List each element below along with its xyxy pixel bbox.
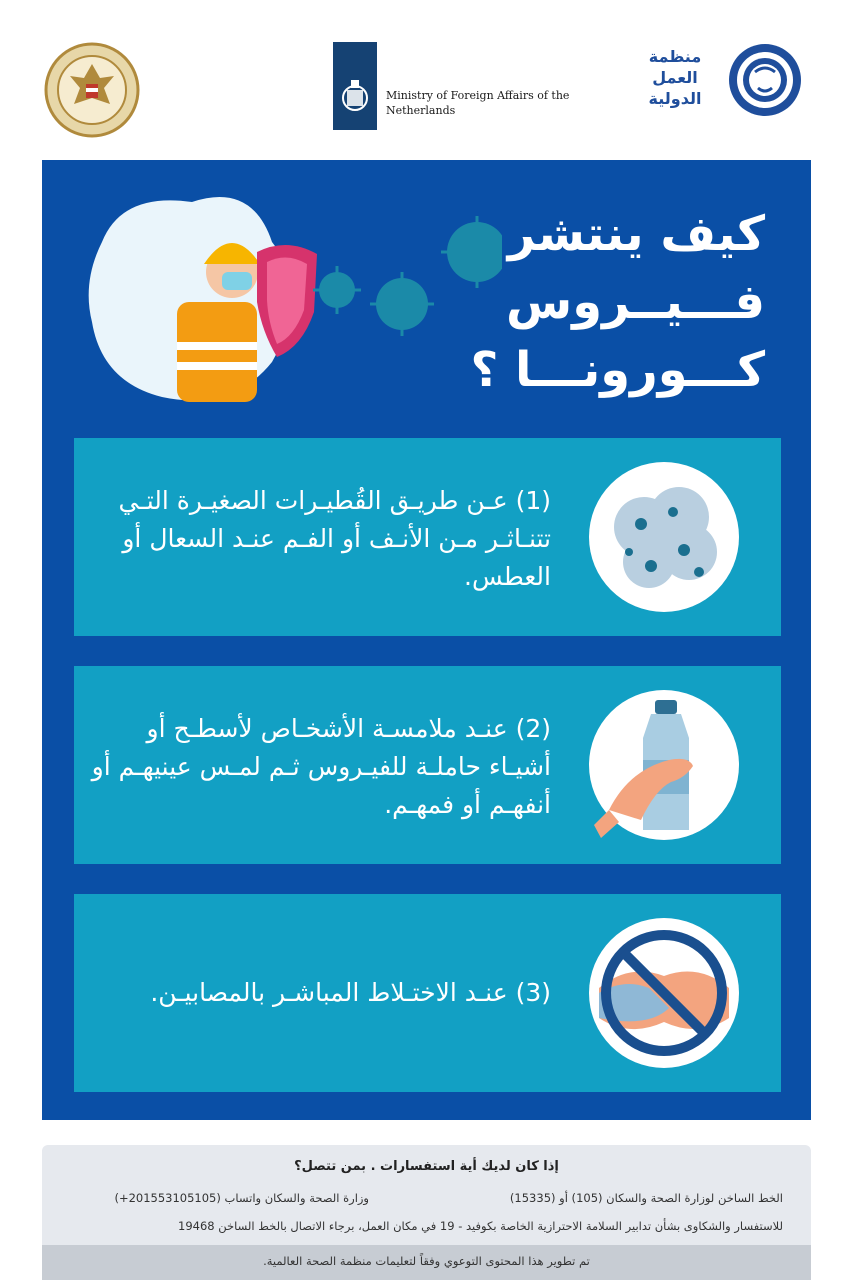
netherlands-ministry-text: Ministry of Foreign Affairs of the Netherlands <box>386 89 570 117</box>
title-line-1: كيف ينتشر <box>507 206 765 262</box>
ministry-of-manpower-seal <box>44 42 140 138</box>
netherlands-ministry-logo <box>333 42 573 132</box>
card-2-text: (2) عنـد ملامسـة الأشخـاص لأسطـح أو أشيـاء حاملـة للفيـروس ثـم لمـس عينيهـم أو أنفهـم أو فمهـم. <box>91 714 551 819</box>
netherlands-emblem-icon <box>333 42 377 130</box>
page-title <box>435 200 765 404</box>
contact-footer <box>42 1145 811 1245</box>
no-handshake-icon <box>589 918 739 1068</box>
moh-whatsapp-text: وزارة الصحة والسكان واتساب (201553105105+) <box>114 1191 369 1205</box>
title-line-3: كـــورونـــا ؟ <box>470 342 765 398</box>
droplets-virus-icon <box>589 462 739 612</box>
card-3-text: (3) عنـد الاختـلاط المباشـر بالمصابيـن. <box>150 978 551 1007</box>
hand-bottle-icon <box>589 690 739 840</box>
title-line-2: فـــيــروس <box>506 274 765 330</box>
ilo-gear-icon <box>720 40 810 120</box>
safety-vest-icon <box>177 302 257 402</box>
complaints-hotline-text: للاستفسار والشكاوى بشأن تدابير السلامة الاحترازية الخاصة بكوفيد - 19 في مكان العمل، برجاء الاتصال بالخط الساخن 19468 <box>178 1219 783 1233</box>
footer-note-bar <box>42 1245 811 1280</box>
main-panel <box>42 160 811 1120</box>
ilo-logo-text: منظمة العمل الدولية <box>648 47 702 108</box>
moh-hotline-text: الخط الساخن لوزارة الصحة والسكان (105) أو (15335) <box>509 1191 783 1205</box>
info-card-contact <box>74 894 781 1092</box>
card-1-text: (1) عـن طريـق القُطيـرات الصغيـرة التـي تتنـاثـر مـن الأنـف أو الفـم عنـد السعال أو العطس. <box>118 486 551 591</box>
info-card-droplets <box>74 438 781 636</box>
footer-note-text: تم تطوير هذا المحتوى التوعوي وفقاً لتعليمات منظمة الصحة العالمية. <box>263 1254 590 1268</box>
ilo-logo <box>640 40 812 120</box>
info-card-surfaces <box>74 666 781 864</box>
face-mask-icon <box>222 272 252 290</box>
footer-title: إذا كان لديك أية استفسارات . بمن تتصل؟ <box>294 1159 559 1174</box>
